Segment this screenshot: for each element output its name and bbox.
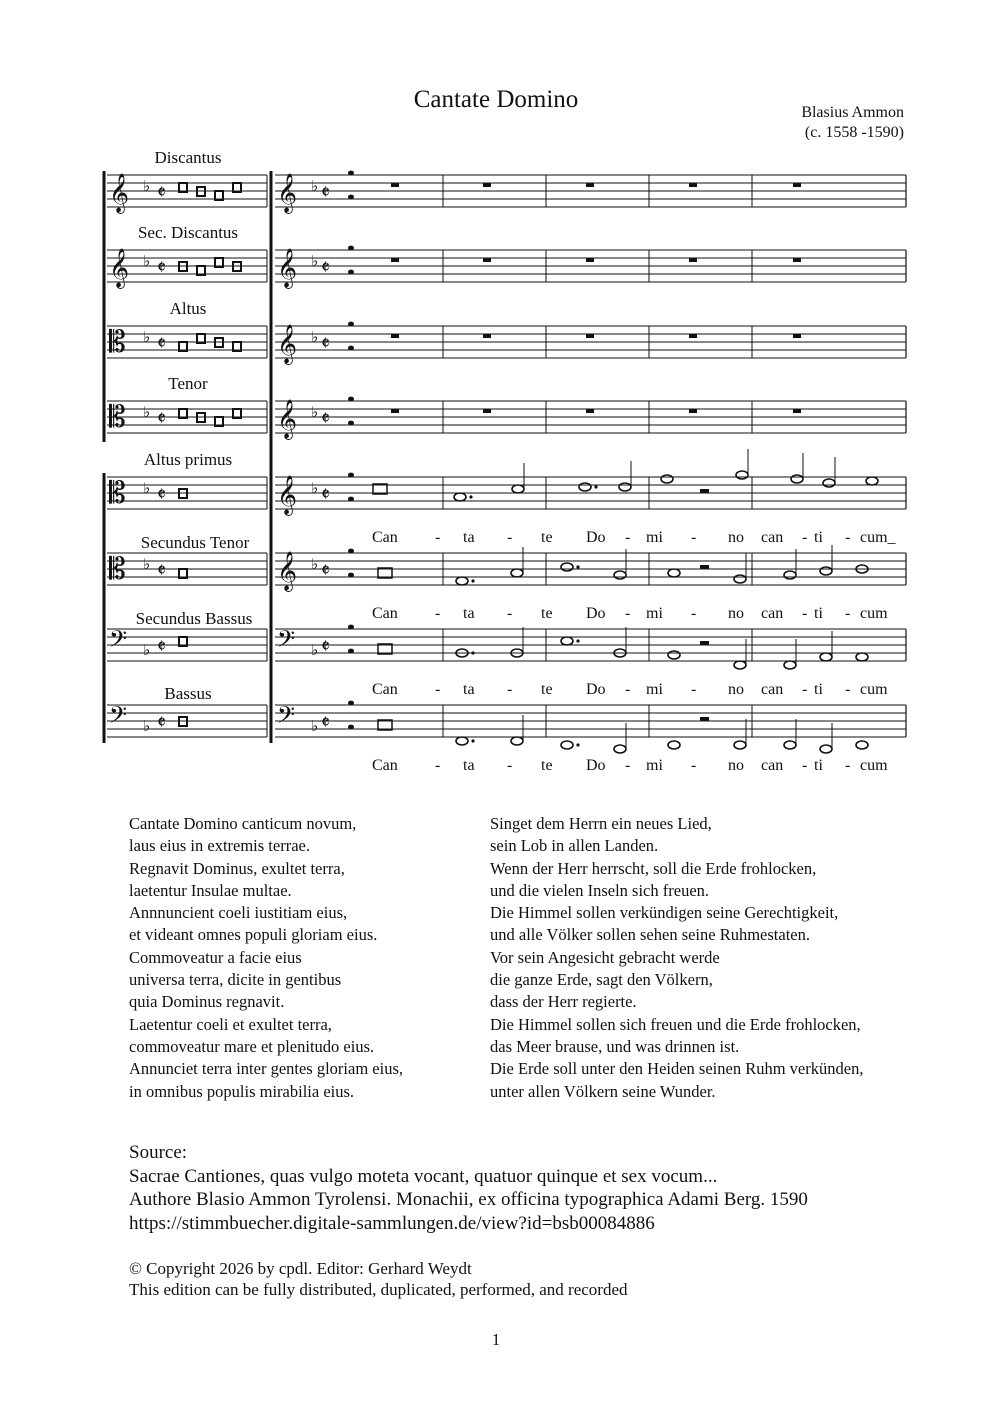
lyric-syllable: - xyxy=(625,605,631,622)
whole-rest xyxy=(391,258,399,262)
lyric-syllable: - xyxy=(802,757,808,774)
treble-clef-icon: 𝄞 xyxy=(277,475,298,515)
lyric-syllable: - xyxy=(435,529,441,546)
note-head xyxy=(668,569,680,577)
half-rest xyxy=(700,565,709,569)
german-line: die ganze Erde, sagt den Völkern, xyxy=(490,970,713,990)
voice-name: Altus primus xyxy=(143,450,233,469)
lyric-syllable: no xyxy=(728,529,744,546)
latin-line: laetentur Insulae multae. xyxy=(129,880,292,900)
note-head xyxy=(561,563,573,571)
note-head xyxy=(820,653,832,661)
lyric-syllable: mi xyxy=(646,605,663,622)
whole-rest xyxy=(793,258,801,262)
treble-clef-icon: 𝄞 xyxy=(109,173,130,213)
lyric-syllable: no xyxy=(728,681,744,698)
cut-time-icon: 𝄵 xyxy=(321,180,330,204)
whole-rest xyxy=(391,409,399,413)
note-head xyxy=(614,571,626,579)
latin-line: Annunciet terra inter gentes gloriam eius, xyxy=(129,1059,403,1079)
note-head xyxy=(734,575,746,583)
bass-clef-icon: 𝄢 xyxy=(109,625,128,658)
voice-name: Discantus xyxy=(154,148,222,167)
note-head xyxy=(512,485,524,493)
note-head xyxy=(454,493,466,501)
page-title: Cantate Domino xyxy=(413,86,579,113)
lyric-syllable: ti xyxy=(814,529,823,546)
whole-rest xyxy=(391,334,399,338)
alto-clef-icon: 𝄡 xyxy=(109,400,126,435)
bass-clef-icon: 𝄢 xyxy=(277,701,296,734)
german-line: Wenn der Herr herrscht, soll die Erde frohlocken, xyxy=(490,858,817,878)
note-head xyxy=(791,475,803,483)
latin-line: Commoveatur a facie eius xyxy=(129,947,302,967)
cut-time-icon: 𝄵 xyxy=(157,482,166,506)
voice-name: Secundus Tenor xyxy=(140,533,250,552)
range-note xyxy=(348,725,354,730)
lyric-syllable: Do xyxy=(586,529,606,546)
cut-time-icon: 𝄵 xyxy=(157,331,166,355)
alto-clef-icon: 𝄡 xyxy=(109,476,126,511)
german-line: Vor sein Angesicht gebracht werde xyxy=(490,947,720,967)
lyric-syllable: Do xyxy=(586,605,606,622)
latin-line: in omnibus populis mirabilia eius. xyxy=(129,1081,355,1101)
whole-rest xyxy=(689,334,697,338)
range-note xyxy=(348,421,354,426)
lyric-syllable: can xyxy=(761,605,784,622)
bass-clef-icon: 𝄢 xyxy=(109,701,128,734)
lyric-syllable: ta xyxy=(463,757,475,774)
whole-rest xyxy=(689,183,697,187)
range-note xyxy=(348,497,354,502)
note-head xyxy=(668,741,680,749)
cut-time-icon: 𝄵 xyxy=(321,406,330,430)
augmentation-dot xyxy=(469,495,472,498)
voice-name: Secundus Bassus xyxy=(135,609,253,628)
lyric-syllable: te xyxy=(541,681,553,698)
whole-rest xyxy=(586,183,594,187)
range-note xyxy=(348,473,354,478)
german-line: Die Erde soll unter den Heiden seinen Ruhm verkünden, xyxy=(490,1059,864,1079)
german-line: unter allen Völkern seine Wunder. xyxy=(490,1081,716,1101)
note-head xyxy=(456,577,468,585)
lyric-syllable: ti xyxy=(814,757,823,774)
lyric-syllable: Can xyxy=(372,757,398,774)
latin-line: commoveatur mare et plenitudo eius. xyxy=(129,1036,375,1056)
note-head xyxy=(784,661,796,669)
lyric-syllable: - xyxy=(625,529,631,546)
copyright-block xyxy=(129,1258,628,1300)
lyric-syllable: - xyxy=(435,757,441,774)
lyric-syllable: Can xyxy=(372,529,398,546)
cut-time-icon: 𝄵 xyxy=(321,482,330,506)
alto-clef-icon: 𝄡 xyxy=(109,325,126,360)
cut-time-icon: 𝄵 xyxy=(157,710,166,734)
range-note xyxy=(348,625,354,630)
lyric-syllable: cum_ xyxy=(860,529,896,546)
whole-rest xyxy=(689,258,697,262)
note-head xyxy=(661,475,673,483)
flat-icon: ♭ xyxy=(311,328,319,346)
flat-icon: ♭ xyxy=(143,252,151,270)
treble-clef-icon: 𝄞 xyxy=(277,173,298,213)
note-head xyxy=(511,737,523,745)
note-head xyxy=(736,471,748,479)
source-url: https://stimmbuecher.digitale-sammlungen.de/view?id=bsb00084886 xyxy=(129,1212,655,1234)
cut-time-icon: 𝄵 xyxy=(157,558,166,582)
lyric-syllable: - xyxy=(625,681,631,698)
lyric-syllable: - xyxy=(802,681,808,698)
lyric-syllable: cum xyxy=(860,605,888,622)
lyric-syllable: - xyxy=(507,681,513,698)
lyric-syllable: cum xyxy=(860,757,888,774)
lyric-syllable: Can xyxy=(372,681,398,698)
lyric-syllable: - xyxy=(691,681,697,698)
voice-name: Tenor xyxy=(168,374,208,393)
note-head xyxy=(784,571,796,579)
range-note xyxy=(348,322,354,327)
lyric-syllable: mi xyxy=(646,529,663,546)
lyric-syllable: cum xyxy=(860,681,888,698)
note-head xyxy=(619,483,631,491)
lyric-syllable: - xyxy=(845,529,851,546)
german-line: Singet dem Herrn ein neues Lied, xyxy=(490,814,712,833)
note-head xyxy=(784,741,796,749)
lyric-syllable: - xyxy=(625,757,631,774)
flat-icon: ♭ xyxy=(143,177,151,195)
alto-clef-icon: 𝄡 xyxy=(109,552,126,587)
german-line: das Meer brause, und was drinnen ist. xyxy=(490,1036,740,1056)
treble-clef-icon: 𝄞 xyxy=(109,248,130,288)
source-line1: Sacrae Cantiones, quas vulgo moteta vocant, quatuor quinque et sex vocum... xyxy=(129,1165,718,1187)
latin-line: et videant omnes populi gloriam eius. xyxy=(129,925,378,945)
note-head xyxy=(614,745,626,753)
treble-clef-icon: 𝄞 xyxy=(277,399,298,439)
flat-icon: ♭ xyxy=(311,252,319,270)
cut-time-icon: 𝄵 xyxy=(157,255,166,279)
german-line: Die Himmel sollen sich freuen und die Erde frohlocken, xyxy=(490,1014,861,1034)
range-note xyxy=(348,549,354,554)
flat-icon: ♭ xyxy=(311,555,319,573)
latin-line: Annnuncient coeli iustitiam eius, xyxy=(129,903,348,923)
range-note xyxy=(348,397,354,402)
range-note xyxy=(348,171,354,176)
source-heading: Source: xyxy=(129,1142,188,1163)
note-head xyxy=(579,483,591,491)
range-note xyxy=(348,195,354,200)
flat-icon: ♭ xyxy=(143,328,151,346)
lyric-syllable: - xyxy=(435,605,441,622)
bass-clef-icon: 𝄢 xyxy=(277,625,296,658)
note-head xyxy=(561,741,573,749)
composer-dates: (c. 1558 -1590) xyxy=(804,124,904,141)
augmentation-dot xyxy=(471,579,474,582)
german-line: sein Lob in allen Landen. xyxy=(490,836,659,856)
whole-rest xyxy=(793,334,801,338)
latin-line: quia Dominus regnavit. xyxy=(129,992,285,1012)
whole-rest xyxy=(793,183,801,187)
augmentation-dot xyxy=(594,485,597,488)
note-head xyxy=(856,653,868,661)
latin-line: universa terra, dicite in gentibus xyxy=(129,970,342,990)
whole-rest xyxy=(586,334,594,338)
lyric-syllable: ti xyxy=(814,605,823,622)
lyric-syllable: can xyxy=(761,757,784,774)
note-head xyxy=(561,637,573,645)
lyric-syllable: ta xyxy=(463,681,475,698)
range-note xyxy=(348,246,354,251)
cut-time-icon: 𝄵 xyxy=(321,710,330,734)
flat-icon: ♭ xyxy=(143,717,151,735)
cut-time-icon: 𝄵 xyxy=(157,634,166,658)
source-line2: Authore Blasio Ammon Tyrolensi. Monachii, ex officina typographica Adami Berg. 1590 xyxy=(129,1189,808,1210)
latin-text xyxy=(129,813,403,1103)
lyric-syllable: - xyxy=(507,605,513,622)
cut-time-icon: 𝄵 xyxy=(157,180,166,204)
augmentation-dot xyxy=(471,739,474,742)
cut-time-icon: 𝄵 xyxy=(321,331,330,355)
lyric-syllable: Can xyxy=(372,605,398,622)
lyric-syllable: - xyxy=(802,529,808,546)
flat-icon: ♭ xyxy=(311,717,319,735)
range-note xyxy=(348,649,354,654)
lyric-syllable: ti xyxy=(814,681,823,698)
latin-line: laus eius in extremis terrae. xyxy=(129,836,310,856)
augmentation-dot xyxy=(576,565,579,568)
lyric-syllable: no xyxy=(728,605,744,622)
lyric-syllable: - xyxy=(691,757,697,774)
flat-icon: ♭ xyxy=(311,641,319,659)
half-rest xyxy=(700,641,709,645)
german-line: Die Himmel sollen verkündigen seine Gerechtigkeit, xyxy=(490,903,839,923)
note-head xyxy=(823,479,835,487)
lyric-syllable: Do xyxy=(586,681,606,698)
range-note xyxy=(348,573,354,578)
flat-icon: ♭ xyxy=(311,403,319,421)
lyric-syllable: Do xyxy=(586,757,606,774)
note-head xyxy=(866,477,878,485)
note-head xyxy=(511,569,523,577)
lyric-syllable: - xyxy=(802,605,808,622)
cut-time-icon: 𝄵 xyxy=(321,634,330,658)
range-note xyxy=(348,270,354,275)
copyright-line1: © Copyright 2026 by cpdl. Editor: Gerhard Weydt xyxy=(129,1259,472,1278)
flat-icon: ♭ xyxy=(143,403,151,421)
note-head xyxy=(856,741,868,749)
note-head xyxy=(668,651,680,659)
note-head xyxy=(820,567,832,575)
lyric-syllable: no xyxy=(728,757,744,774)
lyric-syllable: te xyxy=(541,605,553,622)
lyric-syllable: - xyxy=(507,529,513,546)
range-note xyxy=(348,701,354,706)
treble-clef-icon: 𝄞 xyxy=(277,324,298,364)
note-head xyxy=(734,661,746,669)
lyric-syllable: - xyxy=(845,681,851,698)
flat-icon: ♭ xyxy=(143,479,151,497)
lyric-syllable: - xyxy=(691,529,697,546)
voice-name: Altus xyxy=(169,299,207,318)
german-line: und alle Völker sollen sehen seine Ruhmestaten. xyxy=(490,925,810,945)
page-number: 1 xyxy=(491,1330,501,1349)
german-text xyxy=(490,813,863,1103)
half-rest xyxy=(700,717,709,721)
half-rest xyxy=(700,489,709,493)
german-line: und die vielen Inseln sich freuen. xyxy=(490,880,710,900)
cut-time-icon: 𝄵 xyxy=(157,406,166,430)
lyric-syllable: te xyxy=(541,757,553,774)
treble-clef-icon: 𝄞 xyxy=(277,248,298,288)
cut-time-icon: 𝄵 xyxy=(321,558,330,582)
latin-line: Cantate Domino canticum novum, xyxy=(129,814,357,833)
augmentation-dot xyxy=(471,651,474,654)
treble-clef-icon: 𝄞 xyxy=(277,551,298,591)
voice-name: Bassus xyxy=(164,684,212,703)
whole-rest xyxy=(483,258,491,262)
lyric-syllable: - xyxy=(845,605,851,622)
voice-name: Sec. Discantus xyxy=(137,223,239,242)
latin-line: Regnavit Dominus, exultet terra, xyxy=(129,858,345,878)
latin-line: Laetentur coeli et exultet terra, xyxy=(129,1014,332,1034)
whole-rest xyxy=(793,409,801,413)
whole-rest xyxy=(586,409,594,413)
lyric-syllable: ta xyxy=(463,605,475,622)
german-line: dass der Herr regierte. xyxy=(490,992,637,1012)
whole-rest xyxy=(391,183,399,187)
copyright-line2: This edition can be fully distributed, duplicated, performed, and recorded xyxy=(129,1280,628,1299)
lyric-syllable: mi xyxy=(646,757,663,774)
whole-rest xyxy=(586,258,594,262)
whole-rest xyxy=(689,409,697,413)
whole-rest xyxy=(483,183,491,187)
flat-icon: ♭ xyxy=(311,177,319,195)
flat-icon: ♭ xyxy=(143,555,151,573)
lyric-syllable: can xyxy=(761,681,784,698)
composer-name: Blasius Ammon xyxy=(801,104,904,121)
source-block xyxy=(129,1141,808,1235)
whole-rest xyxy=(483,334,491,338)
note-head xyxy=(820,745,832,753)
cut-time-icon: 𝄵 xyxy=(321,255,330,279)
augmentation-dot xyxy=(576,639,579,642)
augmentation-dot xyxy=(576,743,579,746)
note-head xyxy=(456,737,468,745)
whole-rest xyxy=(483,409,491,413)
lyric-syllable: - xyxy=(845,757,851,774)
flat-icon: ♭ xyxy=(311,479,319,497)
range-note xyxy=(348,346,354,351)
lyric-syllable: te xyxy=(541,529,553,546)
lyric-syllable: - xyxy=(691,605,697,622)
lyric-syllable: can xyxy=(761,529,784,546)
lyric-syllable: - xyxy=(507,757,513,774)
lyric-syllable: mi xyxy=(646,681,663,698)
lyric-syllable: - xyxy=(435,681,441,698)
note-head xyxy=(734,741,746,749)
lyric-syllable: ta xyxy=(463,529,475,546)
flat-icon: ♭ xyxy=(143,641,151,659)
